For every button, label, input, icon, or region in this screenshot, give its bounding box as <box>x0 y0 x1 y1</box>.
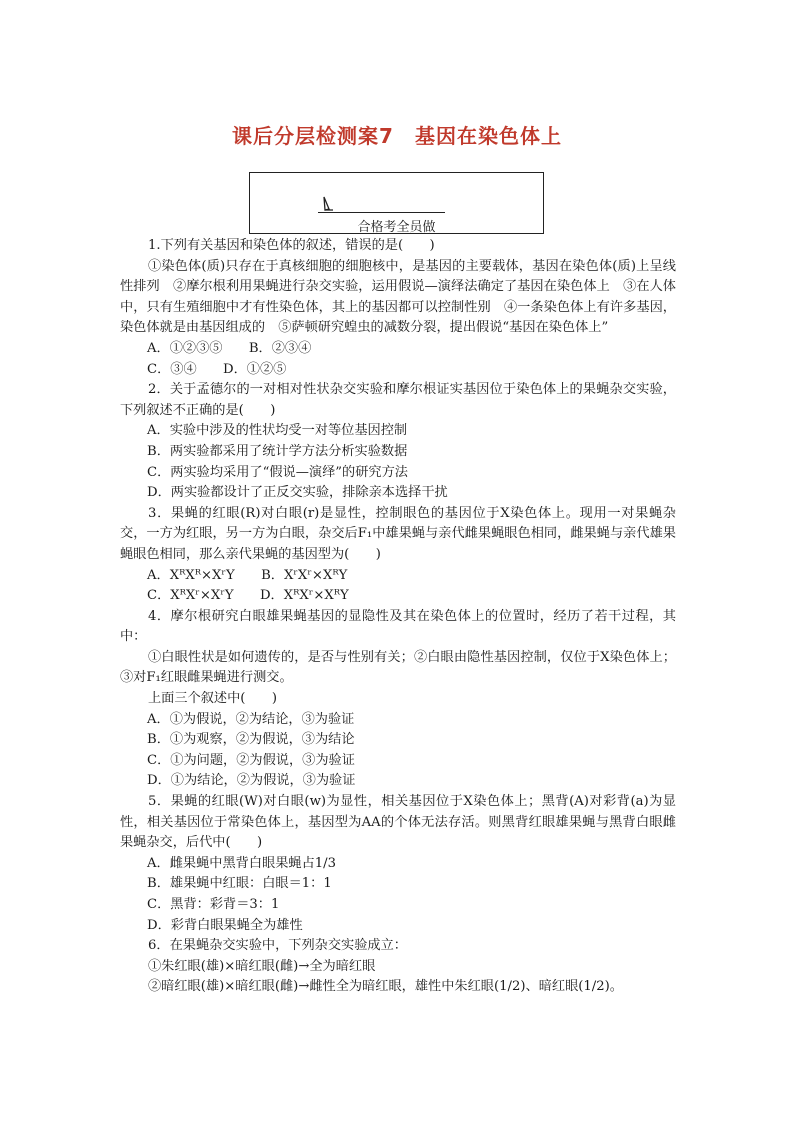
q1-stem: 1.下列有关基因和染色体的叙述，错误的是( ) <box>148 238 435 253</box>
page-title: 课后分层检测案7 基因在染色体上 <box>232 124 562 148</box>
q3-options-cd: C．XᴿXʳ×XʳY D．XᴿXʳ×XᴿY <box>147 588 349 604</box>
q1-body: ①染色体(质)只存在于真核细胞的细胞核中，是基因的主要载体，基因在染色体(质)上呈线性排列 ②摩尔根利用果蝇进行杂交实验，运用假说—演绎法确定了基因在染色体上 ③在人体中，只有生殖细胞中才有性染色体，其上的基因都可以控制性别 ④一条染色体上有许多基因，染色体就是由基因组成的 ⑤萨顿研究蝗虫的减数分裂，提出假说“基因在染色体上” <box>120 258 676 336</box>
q2-option-b: B．两实验都采用了统计学方法分析实验数据 <box>147 443 408 459</box>
q2-option-a: A．实验中涉及的性状均受一对等位基因控制 <box>147 423 408 439</box>
q2-stem: 2．关于孟德尔的一对相对性状杂交实验和摩尔根证实基因位于染色体上的果蝇杂交实验，下列叙述不正确的是( ) <box>120 382 676 418</box>
q4-option-d: D．①为结论，②为假说，③为验证 <box>147 773 356 789</box>
q5-option-a: A．雌果蝇中黑背白眼果蝇占1/3 <box>147 855 336 871</box>
q2-option-c: C．两实验均采用了“假说—演绎”的研究方法 <box>147 464 408 480</box>
q5-option-d: D．彩背白眼果蝇全为雄性 <box>147 917 303 933</box>
q4-prompt: 上面三个叙述中( ) <box>148 691 277 707</box>
banner-rule <box>318 212 445 213</box>
q5-stem: 5．果蝇的红眼(W)对白眼(w)为显性，相关基因位于X染色体上；黑背(A)对彩背(a)为显性，相关基因位于常染色体上，基因型为AA的个体无法存活。则黑背红眼雄果蝇与黑背白眼雌果蝇杂交，后代中( ) <box>120 794 676 851</box>
q4-stem: 4．摩尔根研究白眼雄果蝇基因的显隐性及其在染色体上的位置时，经历了若干过程，其中： <box>120 608 676 645</box>
q5-option-c: C．黑背：彩背＝3：1 <box>147 897 280 912</box>
q4-option-b: B．①为观察，②为假说，③为结论 <box>147 732 355 748</box>
q6-line-2: ②暗红眼(雄)×暗红眼(雌)→雌性全为暗红眼，雄性中朱红眼(1/2)、暗红眼(1/2)。 <box>148 979 623 995</box>
q4-body: ①白眼性状是如何遗传的，是否与性别有关；②白眼由隐性基因控制，仅位于X染色体上；③对F₁红眼雌果蝇进行测交。 <box>120 649 676 686</box>
question-list <box>120 236 676 998</box>
q3-stem: 3．果蝇的红眼(R)对白眼(r)是显性，控制眼色的基因位于X染色体上。现用一对果蝇杂交，一方为红眼，另一方为白眼，杂交后F₁中雄果蝇与亲代雌果蝇眼色相同，雌果蝇与亲代雄果蝇眼色相同，那么亲代果蝇的基因型为( ) <box>120 505 676 562</box>
q6-line-1: ①朱红眼(雄)×暗红眼(雌)→全为暗红眼 <box>148 958 376 974</box>
q5-option-b: B．雄果蝇中红眼：白眼＝1：1 <box>147 876 332 892</box>
q2-option-d: D．两实验都设计了正反交实验，排除亲本选择干扰 <box>147 485 448 501</box>
section-label: 合格考全员做 <box>357 220 436 235</box>
q4-option-c: C．①为问题，②为假说，③为验证 <box>147 752 355 768</box>
q4-option-a: A．①为假说，②为结论，③为验证 <box>147 711 355 727</box>
q1-options-cd: C．③④ D．①②⑤ <box>147 361 287 377</box>
section-banner <box>249 172 544 234</box>
pen-icon <box>320 195 338 213</box>
q3-options-ab: A．XᴿXᴿ×XʳY B．XʳXʳ×XᴿY <box>147 567 348 583</box>
q1-options-ab: A．①②③⑤ B．②③④ <box>147 340 312 356</box>
q6-stem: 6．在果蝇杂交实验中，下列杂交实验成立： <box>148 938 407 954</box>
